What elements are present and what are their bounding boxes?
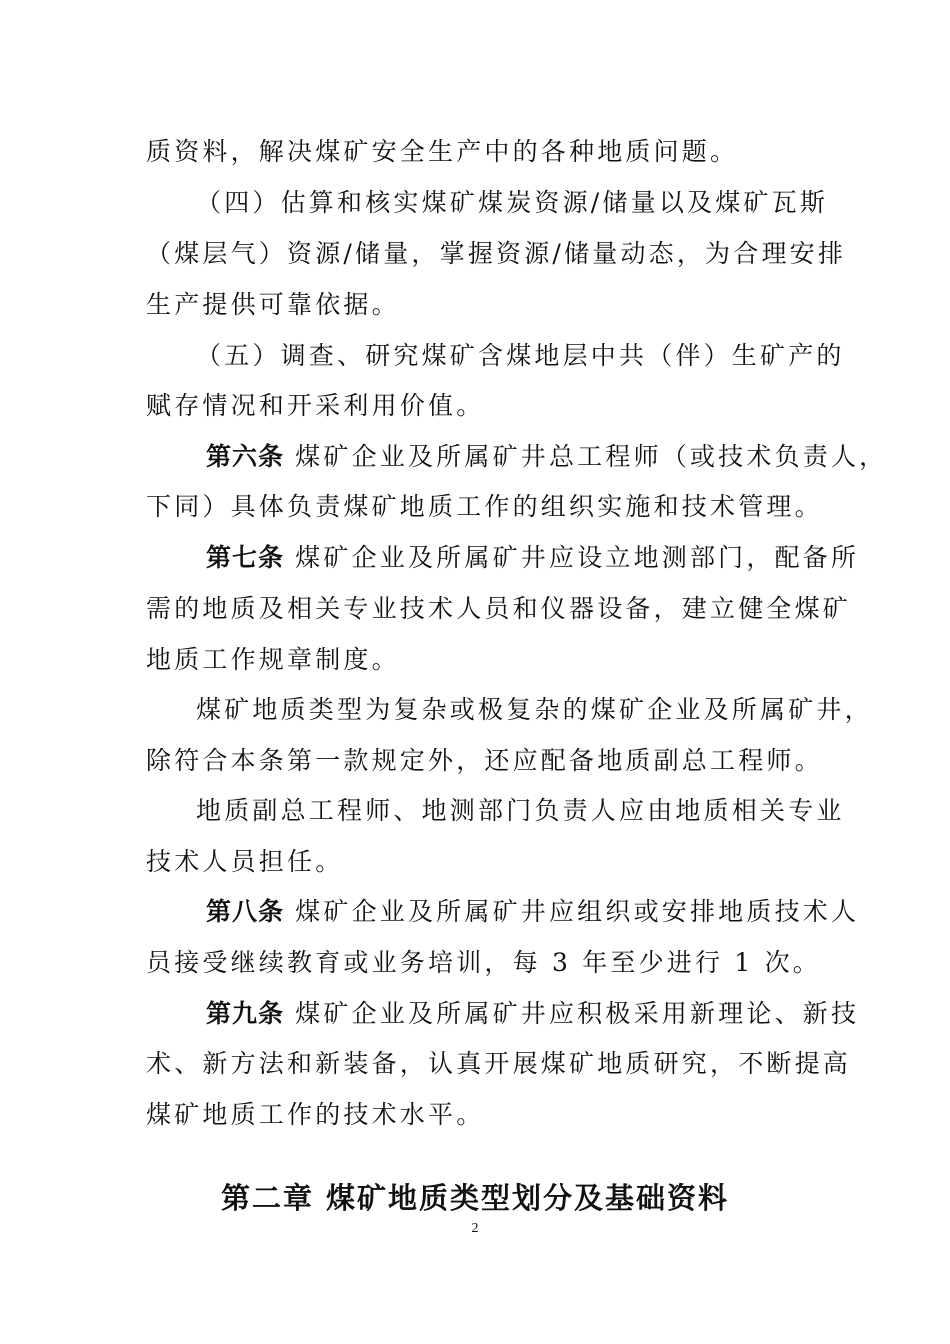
article-7-label: 第七条 (206, 543, 285, 572)
article-9-text: 煤矿企业及所属矿井应积极采用新理论、新技 (284, 999, 860, 1028)
text-line: 术、新方法和新装备，认真开展煤矿地质研究，不断提高 (146, 1049, 852, 1078)
text-line: 员接受继续教育或业务培训，每 3 年至少进行 1 次。 (146, 948, 822, 977)
text-line: 地质副总工程师、地测部门负责人应由地质相关专业 (196, 796, 845, 825)
page-number: 2 (471, 1221, 479, 1236)
text-line: 质资料，解决煤矿安全生产中的各种地质问题。 (146, 137, 739, 166)
text-line: （四）估算和核实煤矿煤炭资源/储量以及煤矿瓦斯 (196, 188, 829, 217)
text-line: 煤矿地质工作的技术水平。 (146, 1100, 485, 1129)
text-line: 地质工作规章制度。 (146, 645, 400, 674)
text-line: 技术人员担任。 (146, 847, 344, 876)
text-line: （煤层气）资源/储量，掌握资源/储量动态，为合理安排 (146, 239, 847, 268)
text-line: 生产提供可靠依据。 (146, 290, 400, 319)
article-8-line (206, 895, 886, 929)
text-line: 除符合本条第一款规定外，还应配备地质副总工程师。 (146, 746, 823, 775)
text-line: 赋存情况和开采利用价值。 (146, 391, 485, 420)
article-7-text: 煤矿企业及所属矿井应设立地测部门，配备所 (284, 543, 860, 572)
text-line: （五）调查、研究煤矿含煤地层中共（伴）生矿产的 (196, 341, 845, 370)
text-line: 煤矿地质类型为复杂或极复杂的煤矿企业及所属矿井， (196, 695, 873, 724)
chapter-heading: 第二章 煤矿地质类型划分及基础资料 (220, 1181, 730, 1215)
article-6-label: 第六条 (206, 442, 285, 471)
article-8-label: 第八条 (206, 897, 285, 926)
text-line: 下同）具体负责煤矿地质工作的组织实施和技术管理。 (146, 492, 823, 521)
article-9-line (206, 997, 886, 1031)
article-9-label: 第九条 (206, 999, 285, 1028)
article-6-line (206, 440, 886, 474)
article-6-text: 煤矿企业及所属矿井总工程师（或技术负责人， (284, 442, 888, 471)
article-8-text: 煤矿企业及所属矿井应组织或安排地质技术人 (284, 897, 860, 926)
text-line: 需的地质及相关专业技术人员和仪器设备，建立健全煤矿 (146, 594, 852, 623)
article-7-line (206, 541, 886, 575)
